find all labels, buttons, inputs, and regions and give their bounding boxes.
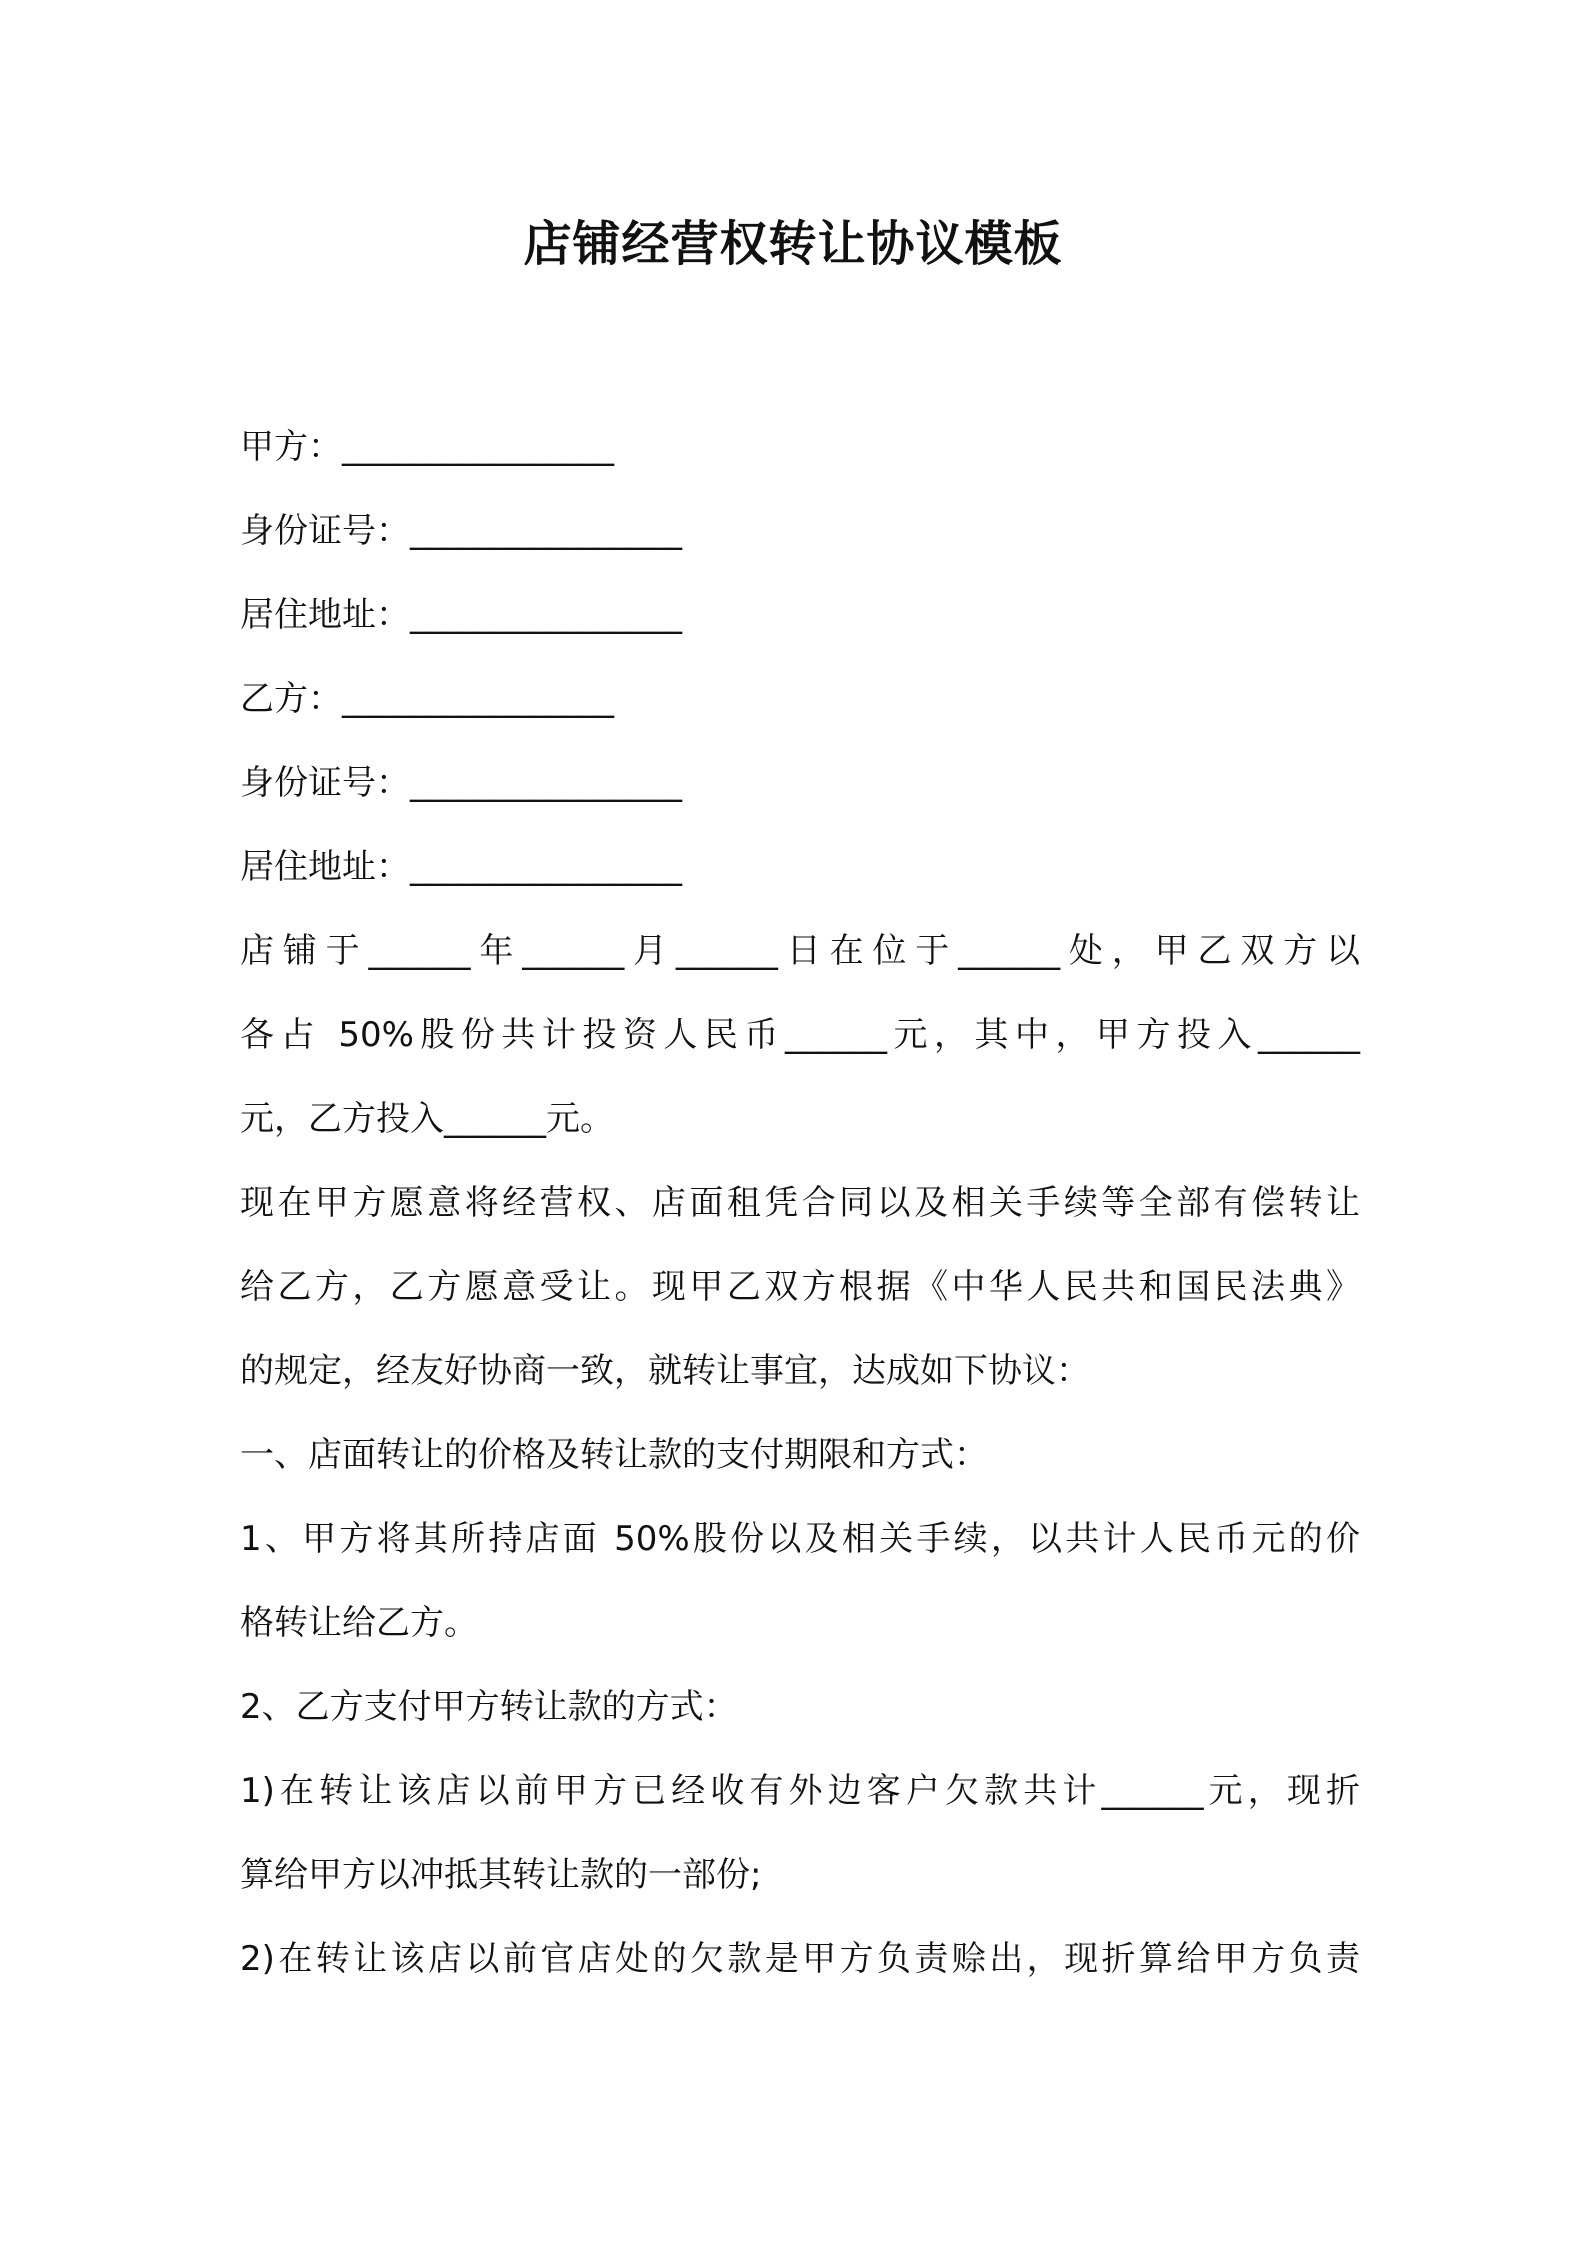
paragraph-line: 格转让给乙方。 <box>240 1603 478 1643</box>
section-heading: 一、店面转让的价格及转让款的支付期限和方式： <box>240 1435 988 1475</box>
party-b-address-line: 居住地址：________________ <box>240 847 682 887</box>
paragraph-line: 1)在转让该店以前甲方已经收有外边客户欠款共计______元，现折 <box>240 1771 1360 1811</box>
paragraph-line: 店铺于______年______月______日在位于______处，甲乙双方以 <box>240 931 1360 971</box>
subclause-2-debts <box>240 1917 1360 2001</box>
clause-2-payment-method <box>240 1665 1360 1749</box>
paragraph-transfer-intent <box>240 1161 1360 1413</box>
party-b-id-line: 身份证号：________________ <box>240 763 682 803</box>
paragraph-line: 各占 50%股份共计投资人民币______元，其中，甲方投入______ <box>240 1015 1360 1055</box>
paragraph-line: 算给甲方以冲抵其转让款的一部份; <box>240 1855 762 1895</box>
section-heading-price-payment <box>240 1413 1360 1497</box>
paragraph-line: 元，乙方投入______元。 <box>240 1099 614 1139</box>
party-a-id-line: 身份证号：________________ <box>240 511 682 551</box>
paragraph-line: 2、乙方支付甲方转让款的方式： <box>240 1687 738 1727</box>
paragraph-line: 现在甲方愿意将经营权、店面租凭合同以及相关手续等全部有偿转让 <box>240 1183 1360 1223</box>
paragraph-investment <box>240 909 1360 1161</box>
party-b-name-line: 乙方：________________ <box>240 679 614 719</box>
paragraph-line: 的规定，经友好协商一致，就转让事宜，达成如下协议： <box>240 1351 1090 1391</box>
document-body <box>240 405 1360 2001</box>
document-title: 店铺经营权转让协议模板 <box>523 216 1063 272</box>
subclause-1-receivables <box>240 1749 1360 1917</box>
party-a-name-line: 甲方：________________ <box>240 427 614 467</box>
clause-1-price <box>240 1497 1360 1665</box>
paragraph-line: 2)在转让该店以前官店处的欠款是甲方负责赊出，现折算给甲方负责 <box>240 1939 1360 1979</box>
party-a-address-line: 居住地址：________________ <box>240 595 682 635</box>
paragraph-line: 1、甲方将其所持店面 50%股份以及相关手续，以共计人民币元的价 <box>240 1519 1360 1559</box>
paragraph-line: 给乙方，乙方愿意受让。现甲乙双方根据《中华人民共和国民法典》 <box>240 1267 1360 1307</box>
